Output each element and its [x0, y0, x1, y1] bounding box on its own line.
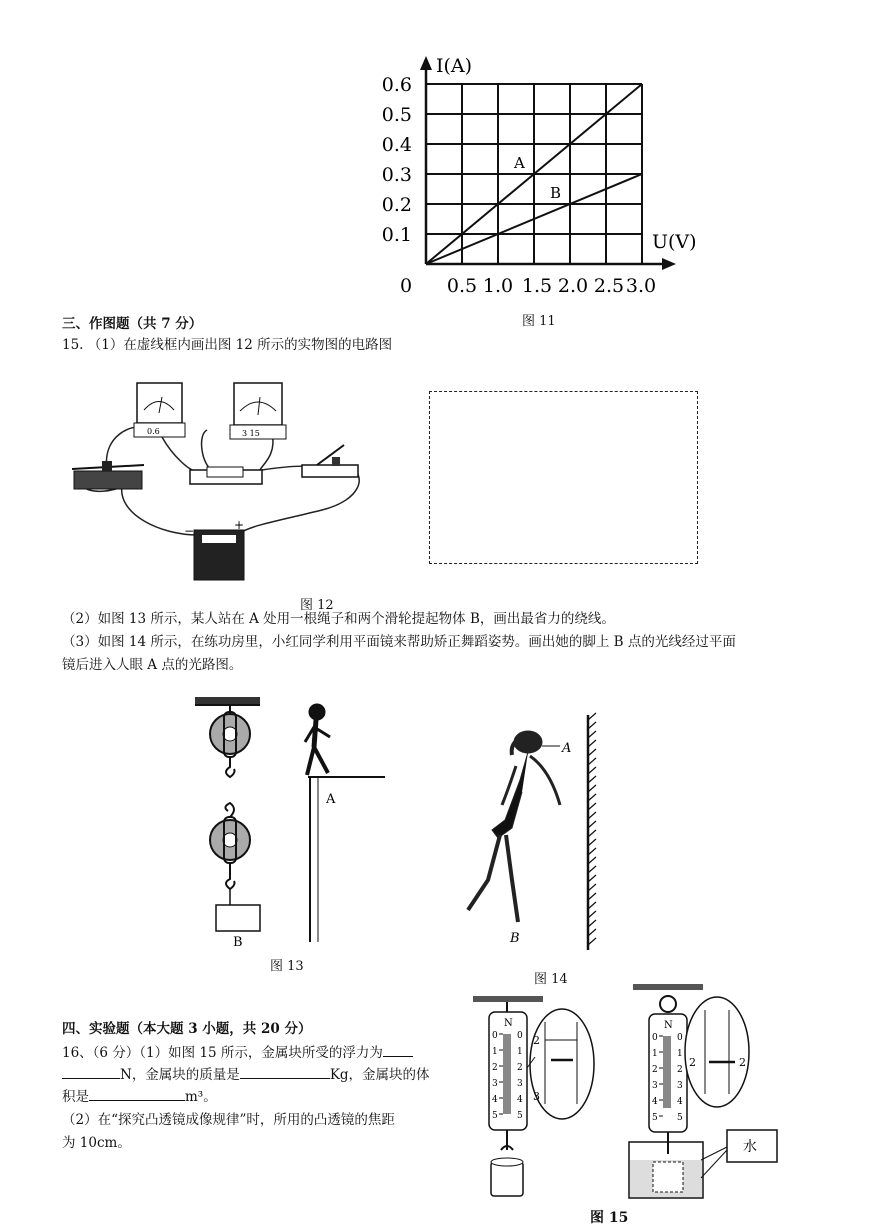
scale-number: 5 — [517, 1111, 523, 1121]
figure-11-chart — [360, 50, 700, 305]
section-3-heading: 三、作图题（共 7 分） — [62, 316, 203, 332]
scale-number: 5 — [677, 1113, 683, 1123]
scale-number: 4 — [652, 1097, 658, 1107]
voltmeter-range-label: 3 15 — [242, 429, 260, 438]
x-tick-label: 1.5 — [521, 275, 553, 297]
series-label-B: B — [550, 184, 562, 202]
scale-number: 3 — [652, 1081, 658, 1091]
label-A: A — [326, 792, 336, 807]
y-axis-arrow — [420, 56, 432, 70]
figure-12-caption: 图 12 — [300, 598, 334, 613]
q16-text-b: N，金属块的质量是 — [120, 1067, 240, 1083]
battery-minus-label: − — [184, 524, 195, 538]
figure-13-caption: 图 13 — [270, 959, 304, 974]
wire — [162, 437, 200, 472]
answer-box-dashed[interactable] — [429, 391, 698, 564]
question-15-part-3-line-2: 镜后进入人眼 A 点的光路图。 — [62, 657, 243, 673]
y-tick-label: 0.6 — [381, 74, 412, 96]
scale-number: 4 — [517, 1095, 523, 1105]
question-16-part-2-line-1: （2）在“探究凸透镜成像规律”时，所用的凸透镜的焦距 — [62, 1112, 395, 1128]
scale-number: 0 — [517, 1031, 523, 1041]
question-16-line-1 — [62, 1042, 413, 1063]
scale-number: 4 — [677, 1097, 683, 1107]
y-tick-label: 0.5 — [381, 104, 412, 126]
q16-text-a: 16、（6 分）（1）如图 15 所示，金属块所受的浮力为 — [62, 1045, 383, 1061]
spring-scale-in-air — [489, 1002, 527, 1196]
metal-block — [491, 1162, 523, 1196]
scale-number: 2 — [517, 1063, 523, 1073]
x-axis-label: U(V) — [652, 231, 697, 253]
scale-number: 3 — [492, 1079, 498, 1089]
question-15-part-3-line-1: （3）如图 14 所示，在练功房里，小红同学利用平面镜来帮助矫正舞蹈姿势。画出她的脚上 B 点的光线经过平面 — [62, 634, 736, 650]
scale-number: 3 — [517, 1079, 523, 1089]
person-figure — [305, 704, 330, 775]
q16-text-c: Kg，金属块的体 — [329, 1067, 430, 1083]
ammeter-range-label: 0.6 — [147, 427, 160, 436]
zoom-left-label-2: 2 — [533, 1034, 540, 1047]
question-16-line-3 — [62, 1086, 217, 1107]
dancer-figure — [468, 731, 560, 922]
scale-number: 4 — [492, 1095, 498, 1105]
zoom-left-label-3: 3 — [533, 1090, 540, 1103]
ammeter — [134, 383, 185, 437]
question-16-part-2-line-2: 为 10cm。 — [62, 1135, 131, 1151]
scale-number: 0 — [652, 1033, 658, 1043]
platform — [308, 777, 385, 942]
battery-plus-label: + — [234, 518, 245, 532]
scale-number: 2 — [677, 1065, 683, 1075]
water-label: 水 — [743, 1139, 757, 1155]
figure-12-circuit — [62, 375, 372, 590]
scale-number: 2 — [652, 1065, 658, 1075]
section-4-heading: 四、实验题（本大题 3 小题，共 20 分） — [62, 1021, 312, 1037]
buoyancy-blank-2[interactable] — [62, 1064, 120, 1079]
zoom-right-label-2: 2 — [689, 1056, 696, 1069]
x-tick-label: 0.5 — [446, 275, 478, 297]
movable-pulley — [210, 803, 250, 905]
rheostat — [74, 471, 142, 489]
q16-text-d: 积是 — [62, 1089, 89, 1105]
figure-14-mirror — [450, 710, 610, 960]
scale-number: 0 — [492, 1031, 498, 1041]
scale-number: 1 — [492, 1047, 498, 1057]
origin-label: 0 — [400, 275, 413, 297]
unit-N-label: N — [504, 1018, 513, 1029]
label-B: B — [510, 931, 520, 946]
wire — [202, 430, 212, 470]
plane-mirror — [588, 713, 596, 950]
y-tick-label: 0.1 — [381, 224, 412, 246]
figure-14-caption: 图 14 — [534, 972, 568, 987]
unit-N-label: N — [664, 1020, 673, 1031]
label-B: B — [233, 935, 243, 950]
battery — [184, 518, 244, 580]
scale-number: 0 — [677, 1033, 683, 1043]
x-tick-label: 2.0 — [557, 275, 589, 297]
figure-15-caption: 图 15 — [590, 1210, 629, 1226]
scale-number: 3 — [677, 1081, 683, 1091]
buoyancy-blank-1[interactable] — [383, 1042, 413, 1057]
scale-number: 5 — [652, 1113, 658, 1123]
question-15-part-1: 15. （1）在虚线框内画出图 12 所示的实物图的电路图 — [62, 337, 393, 353]
scale-number: 5 — [492, 1111, 498, 1121]
volume-blank[interactable] — [89, 1086, 185, 1101]
load-block — [216, 905, 260, 931]
x-tick-label: 3.0 — [625, 275, 657, 297]
switch — [302, 445, 358, 477]
q16-unit: m³。 — [185, 1089, 217, 1105]
scale-number: 2 — [492, 1063, 498, 1073]
y-axis-label: I(A) — [436, 55, 473, 77]
x-axis-arrow — [662, 258, 676, 270]
resistor — [190, 467, 262, 484]
zoom-circle-right — [685, 997, 749, 1107]
x-tick-label: 1.0 — [482, 275, 514, 297]
y-tick-label: 0.4 — [381, 134, 412, 156]
fixed-pulley — [210, 705, 250, 777]
mass-blank[interactable] — [240, 1064, 330, 1079]
y-tick-label: 0.3 — [381, 164, 412, 186]
figure-11-caption: 图 11 — [522, 314, 556, 329]
zoom-circle-left — [527, 1009, 594, 1119]
question-15-part-2: （2）如图 13 所示，某人站在 A 处用一根绳子和两个滑轮提起物体 B，画出最省力的绕线。 — [62, 611, 615, 627]
submerged-block — [653, 1162, 683, 1192]
voltmeter — [230, 383, 286, 439]
question-16-line-2 — [62, 1064, 430, 1085]
scale-number: 1 — [652, 1049, 658, 1059]
figure-15-spring-scales — [465, 982, 805, 1202]
label-A: A — [562, 741, 572, 756]
scale-number: 1 — [677, 1049, 683, 1059]
figure-13-pulleys — [190, 697, 390, 952]
zoom-right-label-2b: 2 — [739, 1056, 746, 1069]
y-tick-label: 0.2 — [381, 194, 412, 216]
series-label-A: A — [514, 154, 525, 172]
scale-number: 1 — [517, 1047, 523, 1057]
x-tick-label: 2.5 — [593, 275, 625, 297]
